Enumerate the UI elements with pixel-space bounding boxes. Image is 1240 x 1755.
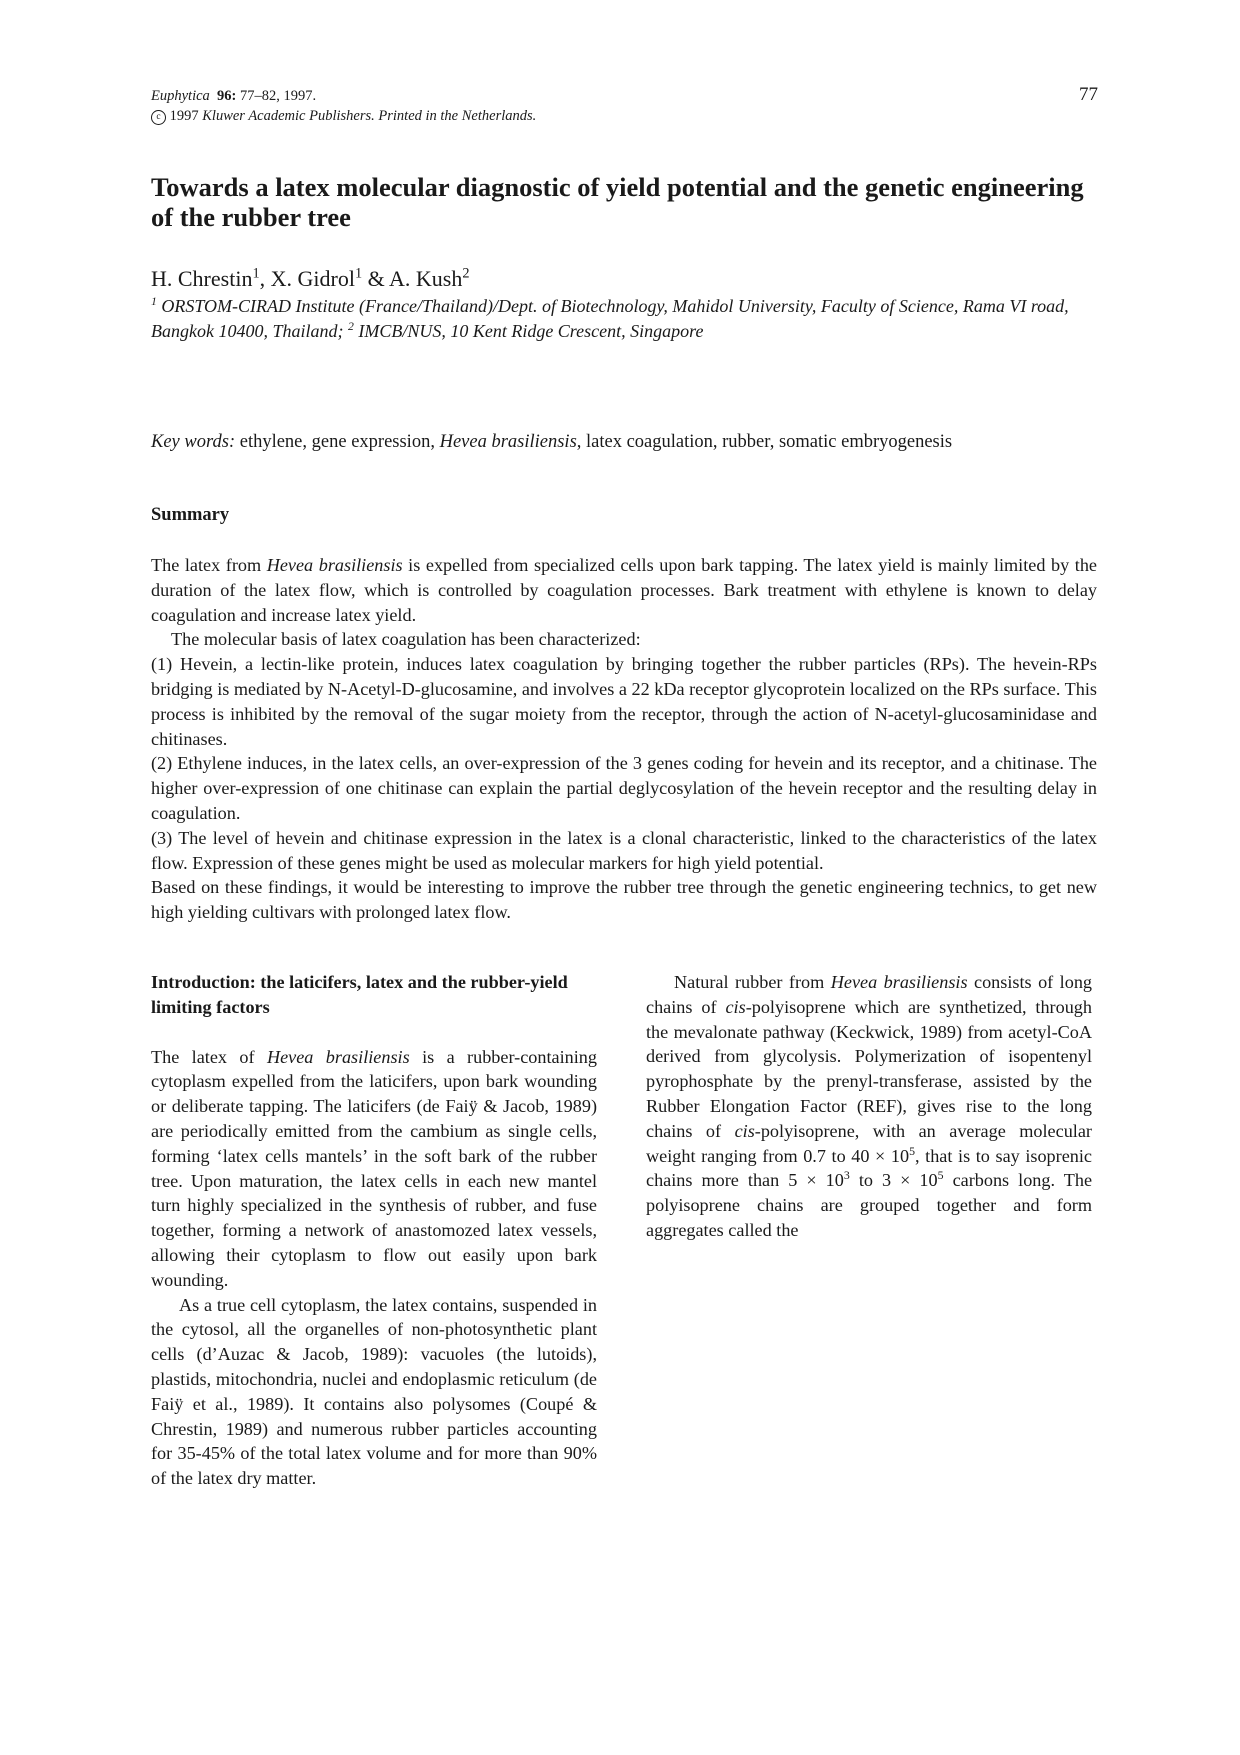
- summary-body: [151, 553, 1097, 925]
- summary-paragraph: (3) The level of hevein and chitinase expression in the latex is a clonal characteristic, linked to the characteristics of the latex flow. Expression of these genes might be used as molecular markers for high yield potential.: [151, 827, 1097, 873]
- body-paragraph: Natural rubber from Hevea brasiliensis consists of long chains of cis-polyisoprene which are synthetized, through the mevalonate pathway (Keckwick, 1989) from acetyl-CoA derived from glycolysis. Polymerization of isopentenyl pyrophosphate by the prenyl-transferase, assisted by the Rubber Elongation Factor (REF), gives rise to the long chains of cis-polyisoprene, with an average molecular weight ranging from 0.7 to $40 \times 10^5$, that is to say isoprenic chains more than $5 \times 10^3$ to $3 \times 10^5$ carbons long. The polyisoprene chains are grouped together and form aggregates called the: [646, 972, 1093, 1240]
- summary-paragraph: (1) Hevein, a lectin-like protein, induces latex coagulation by bringing together the rubber particles (RPs). The hevein-RPs bridging is mediated by N-Acetyl-D-glucosamine, and involves a 22 kDa receptor glycoprotein localized on the RPs surface. This process is inhibited by the removal of the sugar moiety from the receptor, through the action of N-acetyl-glucosaminidase and chitinases.: [151, 654, 1097, 749]
- summary-heading: Summary: [151, 505, 230, 525]
- intro-heading: Introduction: the laticifers, latex and the rubber-yield limiting factors: [151, 972, 568, 1017]
- journal-pages: 77–82, 1997.: [236, 88, 317, 104]
- keywords-label: Key words:: [151, 432, 236, 452]
- body-column-right: [646, 970, 1092, 1243]
- keywords-text: ethylene, gene expression,: [235, 432, 440, 452]
- affil-text: IMCB/NUS, 10 Kent Ridge Crescent, Singapore: [353, 321, 704, 341]
- author-separator: ,: [259, 266, 271, 291]
- affil-mark: 1: [151, 295, 157, 308]
- summary-paragraph: Based on these findings, it would be interesting to improve the rubber tree through the genetic engineering technics, to get new high yielding cultivars with prolonged latex flow.: [151, 877, 1097, 923]
- affiliations: [151, 294, 1111, 344]
- author-list: [151, 266, 470, 292]
- body-paragraph: The latex of Hevea brasiliensis is a rubber-containing cytoplasm expelled from the laticifers, upon bark wounding or deliberate tapping. The laticifers (de Faiÿ & Jacob, 1989) are periodically emitted from the cambium as single cells, forming ‘latex cells mantels’ in the soft bark of the rubber tree. Upon maturation, the latex cells in each new mantel turn highly specialized in the synthesis of rubber, and fuse together, forming a network of anastomozed latex vessels, allowing their cytoplasm to flow out easily upon bark wounding.: [151, 1046, 597, 1290]
- author-affil-mark: 1: [354, 265, 363, 282]
- author-separator: &: [362, 266, 389, 291]
- summary-paragraph: The molecular basis of latex coagulation has been characterized:: [171, 629, 641, 650]
- copyright-icon: c: [151, 110, 166, 125]
- body-column-left: [151, 970, 597, 1491]
- journal-name: Euphytica: [151, 88, 210, 104]
- page-number: 77: [1079, 84, 1098, 105]
- copyright-year: 1997: [166, 108, 203, 124]
- paper-title: Towards a latex molecular diagnostic of yield potential and the genetic engineering of the rubber tree: [151, 172, 1084, 232]
- journal-volume: 96:: [217, 88, 237, 104]
- summary-paragraph: The latex from Hevea brasiliensis is expelled from specialized cells upon bark tapping. The latex yield is mainly limited by the duration of the latex flow, which is controlled by coagulation processes. Bark treatment with ethylene is known to delay coagulation and increase latex yield.: [151, 555, 1098, 625]
- publisher-text: Kluwer Academic Publishers. Printed in the Netherlands.: [202, 108, 537, 124]
- affil-mark: 2: [347, 320, 354, 333]
- body-paragraph: As a true cell cytoplasm, the latex contains, suspended in the cytosol, all the organelles of non-photosynthetic plant cells (d’Auzac & Jacob, 1989): vacuoles (the lutoids), plastids, mitochondria, nuclei and endoplasmic reticulum (de Faiÿ et al., 1989). It contains also polysomes (Coupé & Chrestin, 1989) and numerous rubber particles accounting for 35-45% of the total latex volume and for more than 90% of the latex dry matter.: [151, 1294, 597, 1489]
- author-affil-mark: 1: [252, 265, 260, 282]
- author-affil-mark: 2: [462, 265, 470, 282]
- author-name: X. Gidrol: [270, 266, 355, 291]
- author-name: H. Chrestin: [151, 266, 253, 291]
- copyright-line: [151, 106, 536, 126]
- author-name: A. Kush: [389, 266, 463, 291]
- keywords-text: , latex coagulation, rubber, somatic embryogenesis: [576, 432, 953, 452]
- affil-text: ORSTOM-CIRAD Institute (France/Thailand)/Dept. of Biotechnology, Mahidol University, Faculty of Science, Rama VI road, Bangkok 10400, Thailand;: [151, 296, 1069, 341]
- journal-header: [151, 86, 536, 126]
- summary-paragraph: (2) Ethylene induces, in the latex cells, an over-expression of the 3 genes coding for hevein and its receptor, and a chitinase. The higher over-expression of one chitinase can explain the partial deglycosylation of the hevein receptor and the resulting delay in coagulation.: [151, 753, 1097, 823]
- keywords: [151, 430, 1111, 455]
- citation-line: [151, 86, 536, 106]
- keywords-species: Hevea brasiliensis: [439, 432, 577, 452]
